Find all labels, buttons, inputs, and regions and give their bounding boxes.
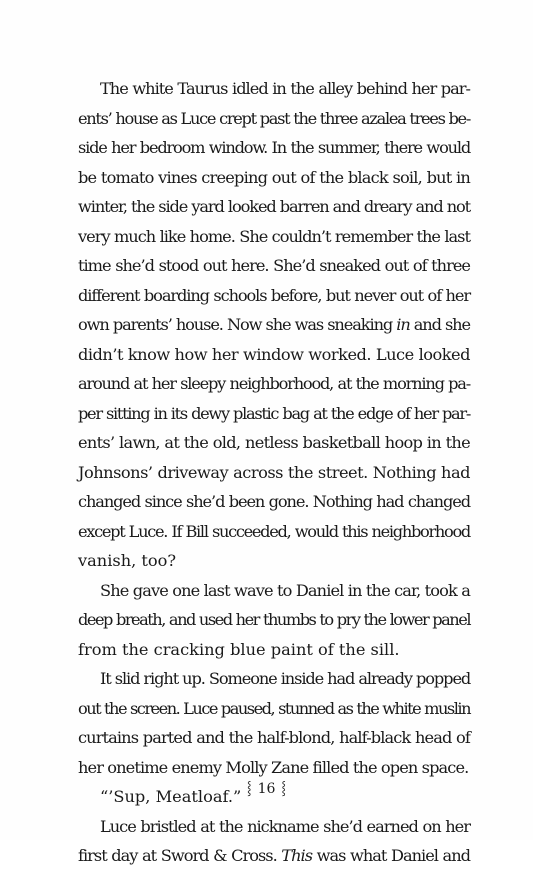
- text-run: “’Sup, Meatloaf.”: [100, 787, 242, 806]
- text-run: and she: [409, 315, 470, 334]
- text-run: except Luce. If Bill succeeded, would this neighborhood: [78, 521, 470, 541]
- text-run: ents’ house as Luce crept past the three azalea trees be-: [78, 108, 470, 128]
- text-line: [78, 635, 470, 665]
- text-run: was what Daniel and: [312, 846, 470, 865]
- text-line: [78, 281, 470, 311]
- text-run: very much like home. She couldn’t remember the last: [78, 226, 470, 246]
- folio-ornament-right: ⸾: [281, 781, 287, 796]
- text-run: deep breath, and used her thumbs to pry the lower panel: [78, 610, 470, 629]
- page-number: 16: [257, 781, 276, 797]
- text-run: be tomato vines creeping out of the black soil, but in: [78, 167, 470, 187]
- text-run: vanish, too?: [78, 551, 177, 570]
- text-run: side her bedroom window. In the summer, there would: [78, 138, 470, 157]
- text-line: [78, 576, 470, 606]
- folio-ornament-left: ⸾: [246, 781, 252, 796]
- text-line: [78, 222, 470, 252]
- text-run: winter, the side yard looked barren and dreary and not: [78, 197, 471, 216]
- text-line: [78, 310, 470, 340]
- text-line: [78, 163, 470, 193]
- text-line: [78, 546, 470, 576]
- text-line: [78, 487, 470, 517]
- text-run: didn’t know how her window worked. Luce looked: [78, 344, 470, 364]
- text-line: [78, 517, 470, 547]
- text-run: curtains parted and the half-blond, half-black head of: [78, 728, 470, 747]
- text-line: [78, 605, 470, 635]
- text-line: [78, 812, 470, 842]
- text-run: She gave one last wave to Daniel in the car, took a: [100, 580, 470, 600]
- text-run: changed since she’d been gone. Nothing had changed: [78, 492, 470, 511]
- text-run: Luce bristled at the nickname she’d earned on her: [100, 816, 470, 836]
- text-run: It slid right up. Someone inside had already popped: [100, 669, 471, 688]
- text-line: [78, 458, 470, 488]
- text-line: [78, 133, 470, 163]
- text-run: time she’d stood out here. She’d sneaked out of three: [78, 256, 470, 275]
- text-run: The white Taurus idled in the alley behind her par-: [100, 79, 470, 98]
- text-run: her onetime enemy Molly Zane filled the open space.: [78, 757, 469, 777]
- text-run: Johnsons’ driveway across the street. Nothing had: [78, 462, 470, 482]
- body-text: [78, 74, 470, 871]
- text-run: ents’ lawn, at the old, netless basketball hoop in the: [78, 433, 470, 452]
- text-line: [78, 841, 470, 871]
- text-line: [78, 369, 470, 399]
- text-line: [78, 340, 470, 370]
- text-run: per sitting in its dewy plastic bag at the edge of her par-: [78, 403, 470, 423]
- text-run: first day at Sword & Cross.: [78, 846, 282, 865]
- text-line: [78, 104, 470, 134]
- text-run: out the screen. Luce paused, stunned as the white muslin: [78, 698, 470, 718]
- text-line: [78, 251, 470, 281]
- text-line: [78, 428, 470, 458]
- text-line: [78, 74, 470, 104]
- text-run: from the cracking blue paint of the sill.: [78, 639, 400, 659]
- text-line: [78, 192, 470, 222]
- text-run: own parents’ house. Now she was sneaking: [78, 315, 397, 334]
- text-line: [78, 399, 470, 429]
- text-line: [78, 694, 470, 724]
- text-line: [78, 664, 470, 694]
- text-run: different boarding schools before, but never out of her: [78, 285, 470, 305]
- text-run: around at her sleepy neighborhood, at the morning pa-: [78, 374, 470, 393]
- page-folio: [0, 778, 533, 797]
- italic-text: This: [281, 846, 313, 865]
- text-line: [78, 723, 470, 753]
- italic-text: in: [396, 315, 410, 334]
